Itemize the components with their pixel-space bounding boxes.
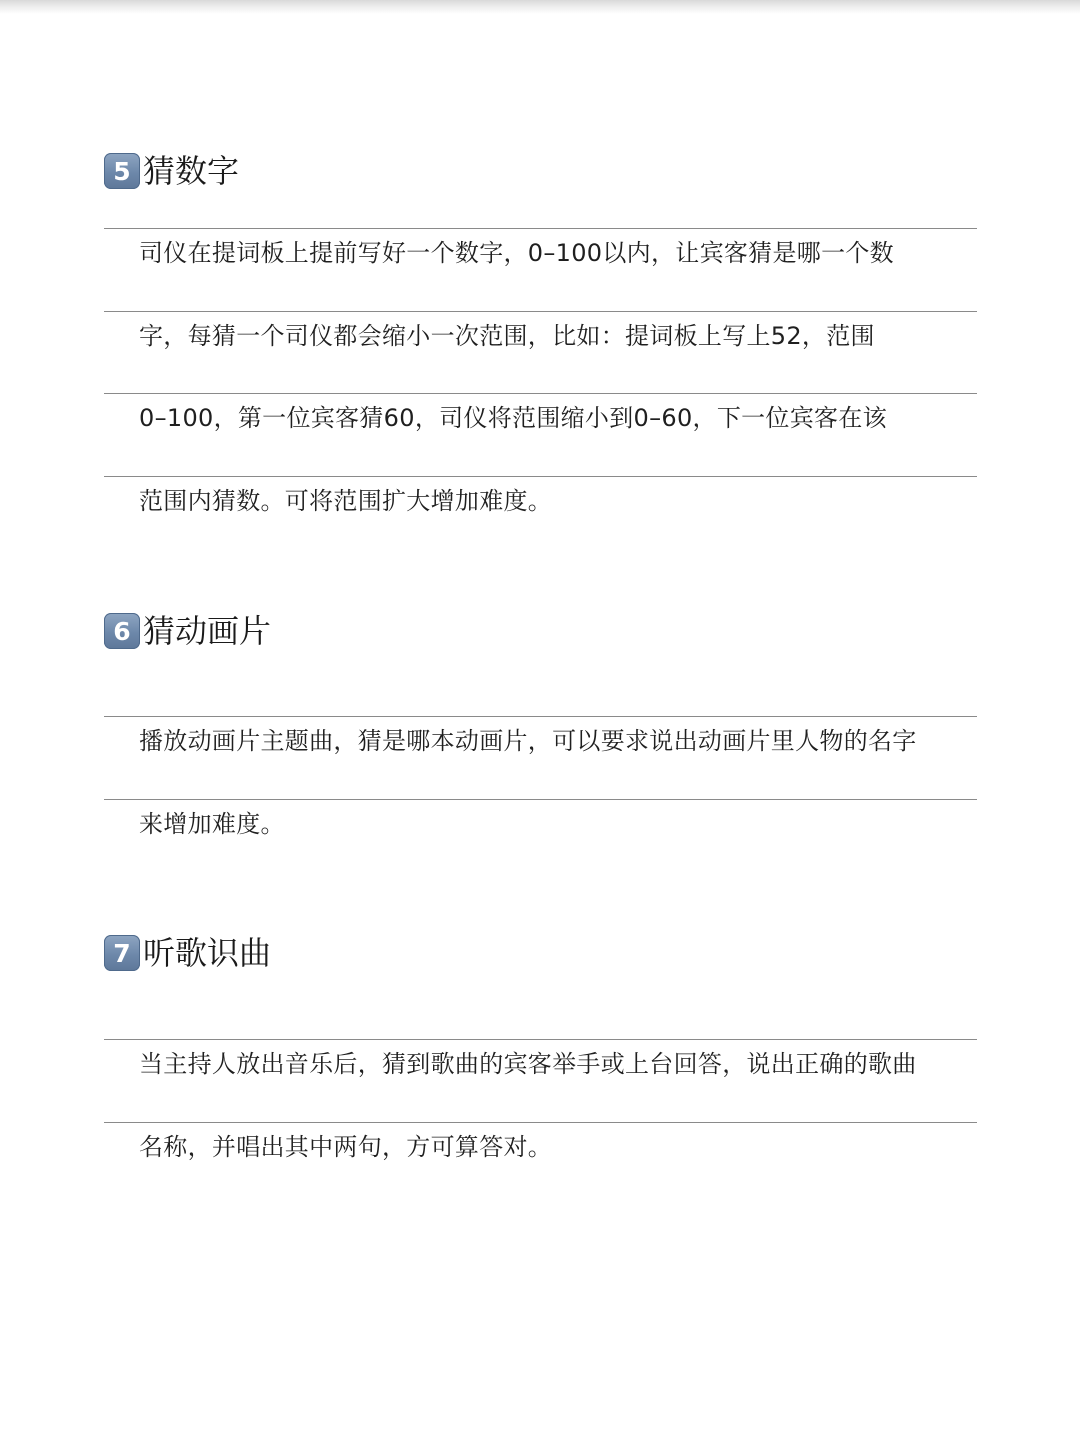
paragraph-line: 当主持人放出音乐后，猜到歌曲的宾客举手或上台回答，说出正确的歌曲 — [139, 1050, 917, 1078]
paragraph-line: 来增加难度。 — [139, 809, 285, 838]
section-title: 猜数字 — [143, 152, 240, 190]
section-heading — [104, 608, 271, 654]
ruled-line — [104, 476, 977, 559]
ruled-line — [104, 311, 977, 394]
paragraph-line: 范围内猜数。可将范围扩大增加难度。 — [139, 486, 553, 515]
section-title: 猜动画片 — [143, 612, 272, 650]
paragraph-line: 播放动画片主题曲，猜是哪本动画片，可以要求说出动画片里人物的名字 — [139, 727, 917, 755]
paragraph-line: 0–100，第一位宾客猜60，司仪将范围缩小到0–60，下一位宾客在该 — [139, 404, 887, 432]
ruled-line — [104, 716, 977, 799]
paragraph-line: 字，每猜一个司仪都会缩小一次范围，比如：提词板上写上52，范围 — [139, 321, 875, 350]
keycap-7-icon: 7 — [104, 935, 140, 971]
ruled-line — [104, 228, 977, 311]
top-edge-shadow — [0, 0, 1080, 14]
keycap-6-icon: 6 — [104, 613, 140, 649]
ruled-line — [104, 1122, 977, 1205]
ruled-paragraph — [104, 228, 977, 558]
paragraph-line: 名称，并唱出其中两句，方可算答对。 — [139, 1132, 553, 1161]
ruled-line — [104, 393, 977, 476]
keycap-5-icon: 5 — [104, 153, 140, 189]
ruled-paragraph — [104, 1039, 977, 1204]
section-title: 听歌识曲 — [143, 934, 272, 972]
section-heading — [104, 148, 239, 194]
paragraph-line: 司仪在提词板上提前写好一个数字，0–100以内，让宾客猜是哪一个数 — [139, 239, 894, 267]
section-heading — [104, 930, 271, 976]
ruled-line — [104, 799, 977, 882]
ruled-paragraph — [104, 716, 977, 881]
ruled-line — [104, 1039, 977, 1122]
